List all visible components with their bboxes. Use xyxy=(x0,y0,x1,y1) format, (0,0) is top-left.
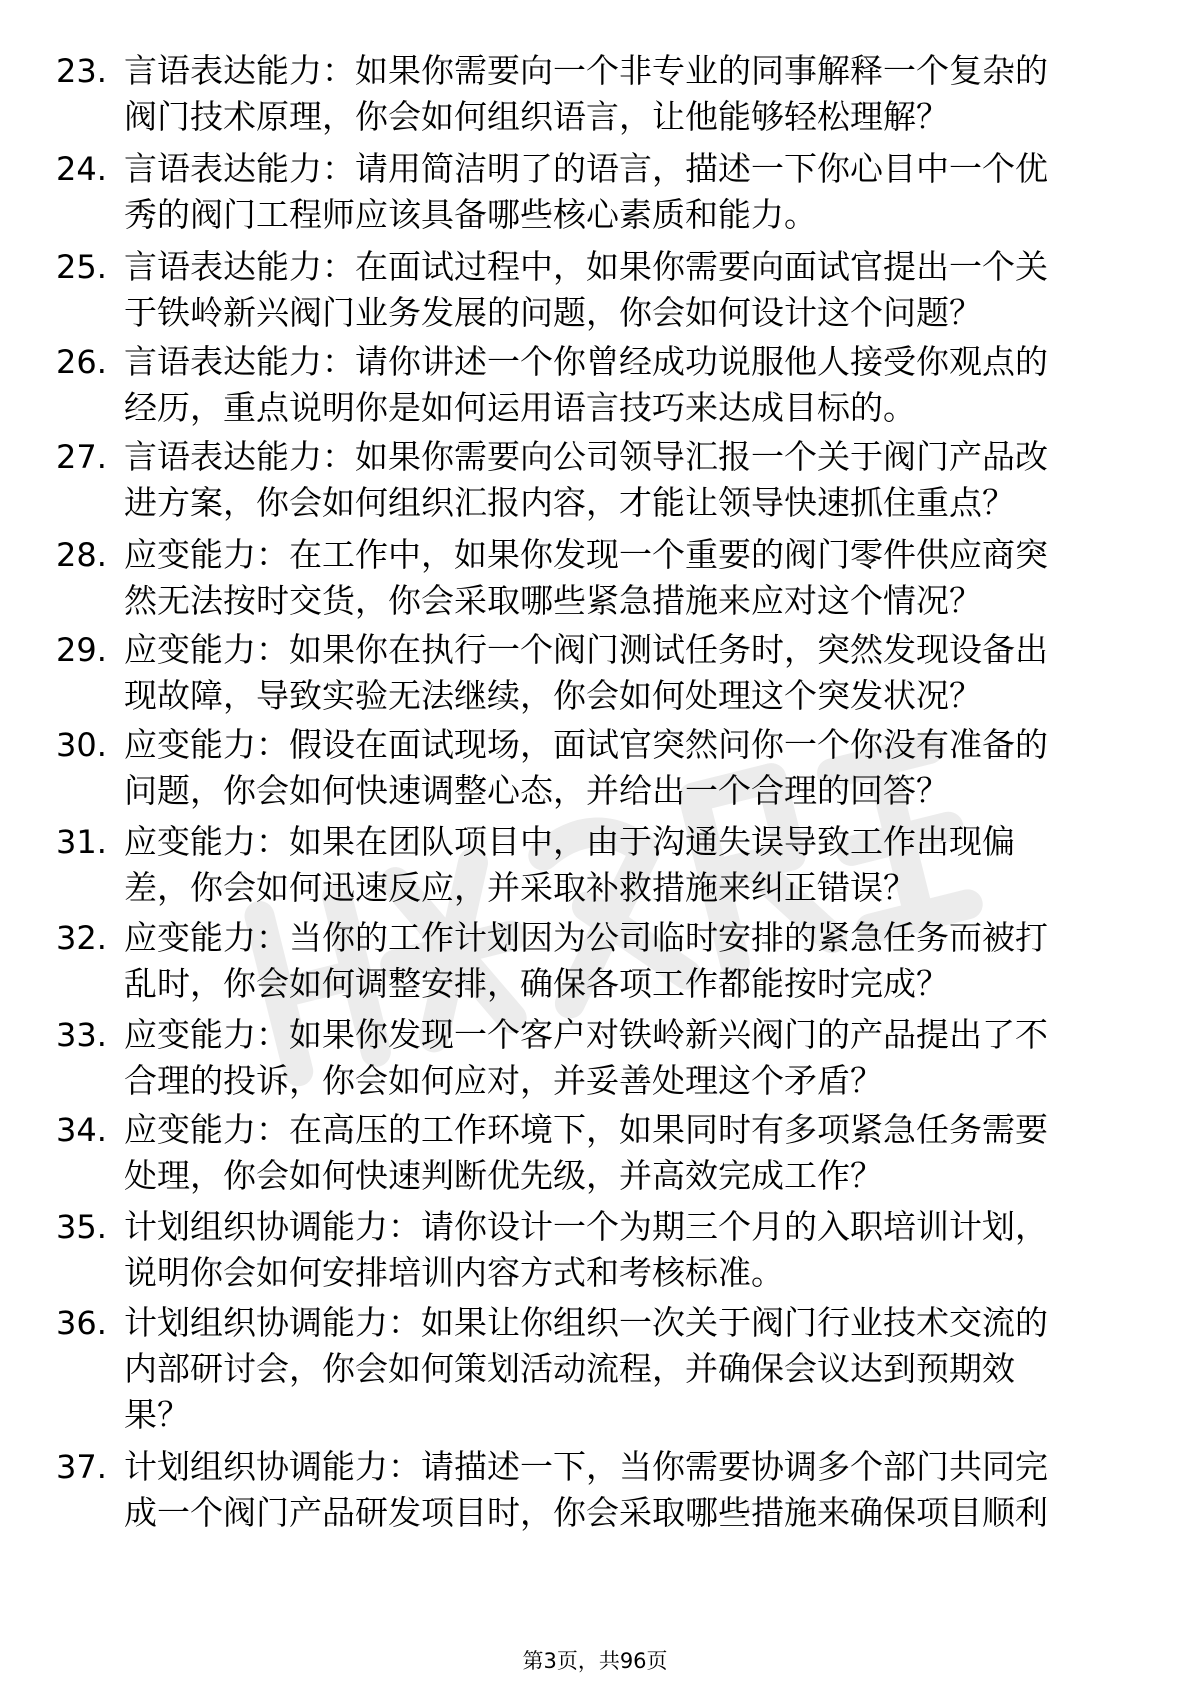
question-text: 应变能力：如果你发现一个客户对铁岭新兴阀门的产品提出了不 合理的投诉，你会如何应对，并妥善处理这个矛盾？ xyxy=(124,1015,1048,1100)
question-number: 29. xyxy=(56,631,107,669)
question-text: 应变能力：当你的工作计划因为公司临时安排的紧急任务而被打 乱时，你会如何调整安排，确保各项工作都能按时完成？ xyxy=(124,918,1048,1003)
question-number: 35. xyxy=(56,1208,107,1246)
question-number: 32. xyxy=(56,919,107,957)
question-number: 31. xyxy=(56,823,107,861)
question-number: 30. xyxy=(56,726,107,764)
question-number: 36. xyxy=(56,1304,107,1342)
question-number: 28. xyxy=(56,536,107,574)
question-text: 计划组织协调能力：如果让你组织一次关于阀门行业技术交流的 内部研讨会，你会如何策划活动流程，并确保会议达到预期效 果？ xyxy=(124,1303,1048,1434)
question-text: 应变能力：在工作中，如果你发现一个重要的阀门零件供应商突 然无法按时交货，你会采取哪些紧急措施来应对这个情况？ xyxy=(124,535,1048,620)
question-text: 应变能力：如果在团队项目中，由于沟通失误导致工作出现偏 差，你会如何迅速反应，并采取补救措施来纠正错误？ xyxy=(124,822,1015,907)
question-text: 言语表达能力：请你讲述一个你曾经成功说服他人接受你观点的 经历，重点说明你是如何运用语言技巧来达成目标的。 xyxy=(124,342,1048,427)
question-text: 计划组织协调能力：请描述一下，当你需要协调多个部门共同完 成一个阀门产品研发项目时，你会采取哪些措施来确保项目顺利 xyxy=(124,1447,1048,1532)
page-number: 第3页，共96页 xyxy=(522,1649,668,1673)
question-number: 23. xyxy=(56,52,107,90)
question-text: 计划组织协调能力：请你设计一个为期三个月的入职培训计划， 说明你会如何安排培训内容方式和考核标准。 xyxy=(124,1207,1048,1292)
question-text: 言语表达能力：如果你需要向一个非专业的同事解释一个复杂的 阀门技术原理，你会如何组织语言，让他能够轻松理解？ xyxy=(124,51,1048,136)
question-number: 33. xyxy=(56,1016,107,1054)
question-text: 应变能力：假设在面试现场，面试官突然问你一个你没有准备的 问题，你会如何快速调整心态，并给出一个合理的回答？ xyxy=(124,725,1048,810)
question-number: 27. xyxy=(56,438,107,476)
question-text: 应变能力：如果你在执行一个阀门测试任务时，突然发现设备出 现故障，导致实验无法继续，你会如何处理这个突发状况？ xyxy=(124,630,1048,715)
question-text: 言语表达能力：请用简洁明了的语言，描述一下你心目中一个优 秀的阀门工程师应该具备哪些核心素质和能力。 xyxy=(124,149,1048,234)
question-number: 37. xyxy=(56,1448,107,1486)
question-text: 言语表达能力：如果你需要向公司领导汇报一个关于阀门产品改 进方案，你会如何组织汇报内容，才能让领导快速抓住重点？ xyxy=(124,437,1048,522)
question-text: 言语表达能力：在面试过程中，如果你需要向面试官提出一个关 于铁岭新兴阀门业务发展的问题，你会如何设计这个问题？ xyxy=(124,247,1048,332)
question-number: 26. xyxy=(56,343,107,381)
question-number: 25. xyxy=(56,248,107,286)
question-text: 应变能力：在高压的工作环境下，如果同时有多项紧急任务需要 处理，你会如何快速判断优先级，并高效完成工作？ xyxy=(124,1110,1048,1195)
question-number: 24. xyxy=(56,150,107,188)
question-number: 34. xyxy=(56,1111,107,1149)
